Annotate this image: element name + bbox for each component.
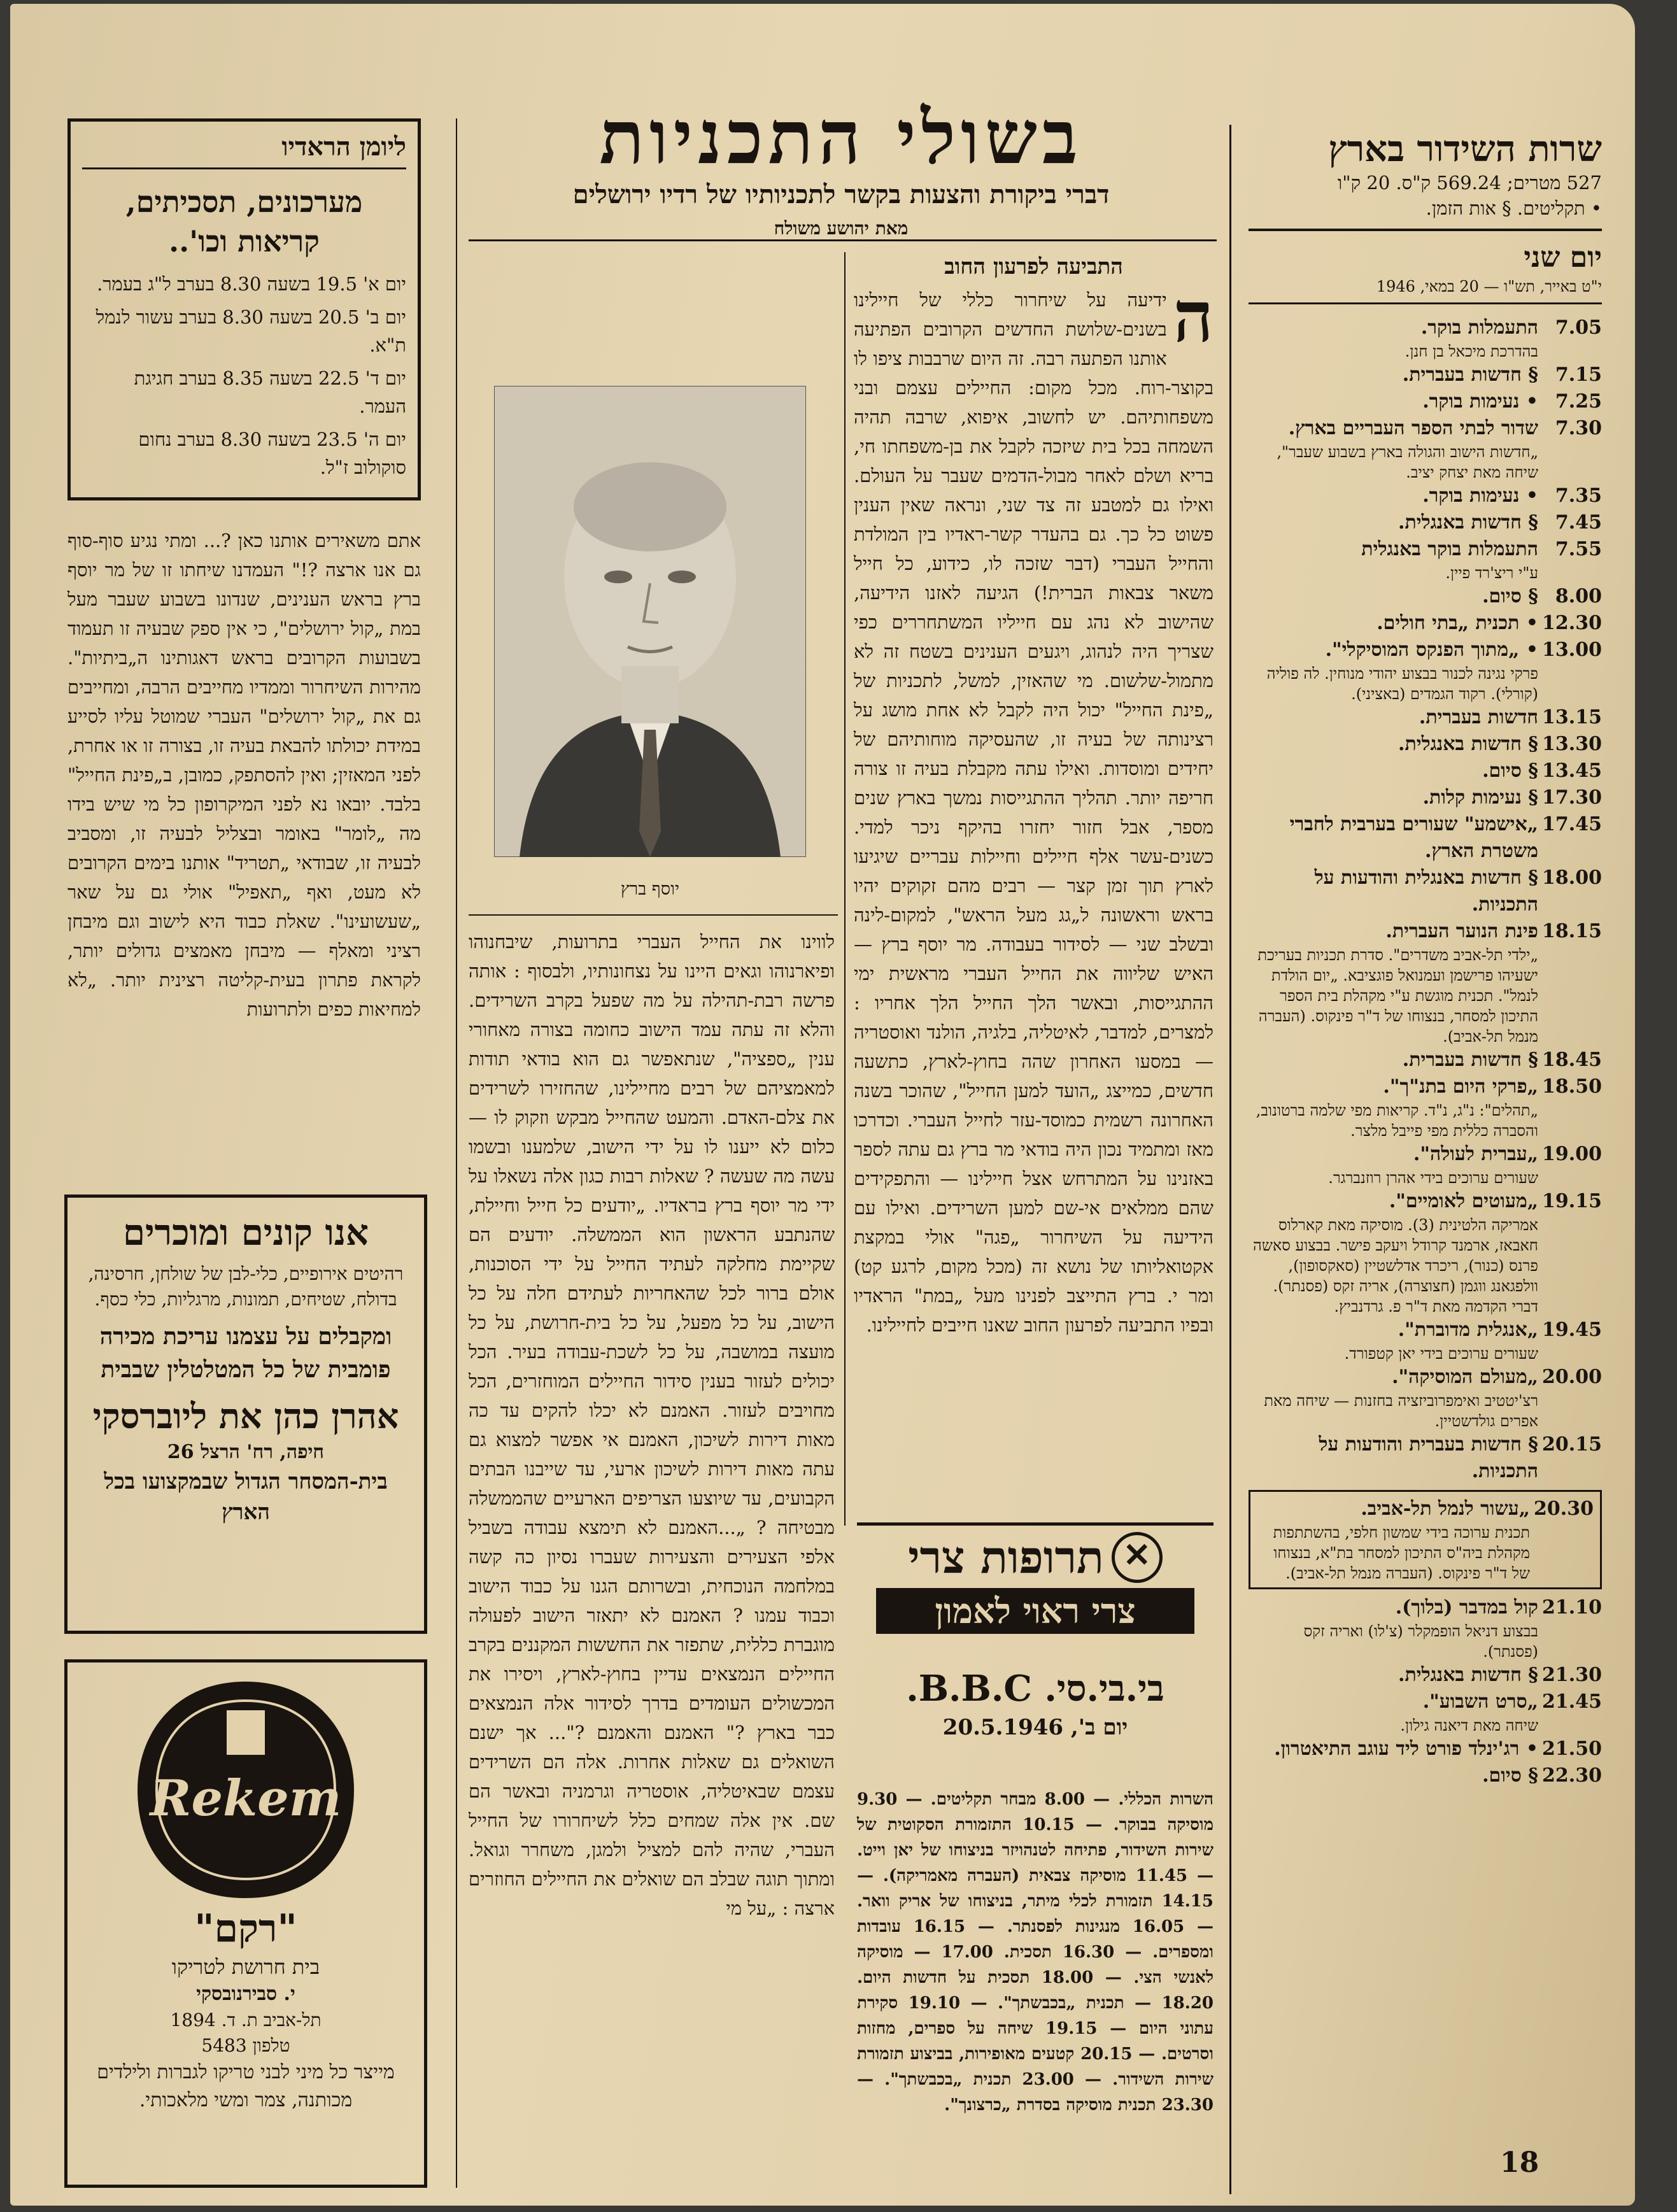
program-desc: תכנית ערוכה בידי שמשון חלפי, בהשתתפות מקהלת ביה"ס התיכון למסחר בת"א, בנצוחו של ד"ר פינקוס. (העברה מנמל תל-אביב).: [1273, 1524, 1530, 1582]
ad-buy-tag: בית-המסחר הגדול שבמקצועו בכל הארץ: [104, 1469, 388, 1525]
program-list-late: [1249, 1594, 1602, 1789]
program-time: 7.30: [1555, 417, 1602, 439]
program-time: 20.15: [1542, 1433, 1602, 1456]
program-time: 19.00: [1542, 1143, 1602, 1165]
tzri-slogan: צרי ראוי לאמון: [876, 1588, 1194, 1634]
tzri-brand: תרופות צרי: [908, 1531, 1104, 1584]
portrait-photo: [494, 386, 806, 857]
program-item: [1249, 1431, 1602, 1485]
program-title: § חדשות באנגלית.: [1398, 733, 1538, 755]
tzri-logo-icon: ✕: [1112, 1532, 1163, 1583]
program-item: [1249, 1047, 1602, 1074]
program-title: התעמלות בוקר באנגלית: [1361, 538, 1538, 560]
program-time: 17.45: [1542, 813, 1602, 835]
rekem-line6: מכותנה, צמר ומשי מלאכותי.: [139, 2089, 353, 2111]
program-desc: בבצוע דניאל הופמקלר (צ'לו) ואריה זקס (פסנתר).: [1303, 1622, 1538, 1661]
program-time: 7.15: [1555, 364, 1602, 386]
program-item: [1249, 865, 1602, 918]
program-item: [1249, 362, 1602, 388]
program-time: 21.45: [1542, 1691, 1602, 1713]
program-item: [1249, 1762, 1602, 1789]
rekem-logo-text: Rekem: [150, 1769, 342, 1827]
program-title: „אנגלית מדוברת".: [1398, 1319, 1538, 1341]
program-title: „מעוטים לאומיים".: [1389, 1190, 1538, 1212]
program-time: 8.00: [1555, 585, 1602, 607]
program-desc: ע"י ריצ'רד פיין.: [1445, 564, 1538, 582]
article-headline: בשולי התכניות: [599, 94, 1083, 181]
radio-diary-box: [67, 118, 421, 500]
program-item: [1249, 784, 1602, 811]
column-rule: [844, 252, 846, 1526]
program-title: • רג'ינלד פורט ליד עוגב התיאטרון.: [1274, 1738, 1538, 1760]
program-title: „עשור לנמל תל-אביב.: [1361, 1498, 1530, 1520]
program-time: 18.15: [1542, 920, 1602, 942]
program-item: [1249, 1689, 1602, 1736]
program-time: 7.55: [1555, 538, 1602, 560]
article-column-left: [67, 526, 421, 1026]
program-time: 13.45: [1542, 760, 1602, 782]
photo-caption: יוסף ברץ: [620, 879, 680, 899]
program-title: „מעולם המוסיקה".: [1392, 1366, 1538, 1388]
program-time: 7.25: [1555, 390, 1602, 413]
program-desc: רצ'יטטיב ואימפרוביזציה בחזנות — שיחה מאת אפרים גולדשטיין.: [1264, 1392, 1538, 1430]
program-item: [1249, 1188, 1602, 1317]
program-time: 18.50: [1542, 1075, 1602, 1098]
program-desc: „ילדי תל-אביב משדרים". סדרת תכניות בעריכת ישעיהו פרישמן ועמנואל פוגציבא. „יום הולדת לנמל". תכנית מוגשת ע"י מקהלת בית הספר התיכון למסחר, בנצוחו של ד"ר פינקוס. (העברה מנמל תל-אביב).: [1257, 946, 1538, 1046]
masthead-line2: • תקליטים. § אות הזמן.: [1426, 197, 1602, 219]
program-title: • נעימות בוקר.: [1422, 485, 1538, 507]
rekem-ad: [64, 1659, 427, 2188]
program-title: • תכנית „בתי חולים.: [1376, 612, 1538, 634]
program-item: [1249, 704, 1602, 731]
program-item: [1249, 509, 1602, 536]
program-item: [1257, 1496, 1594, 1584]
program-item: [1249, 1662, 1602, 1689]
program-list: [1249, 315, 1602, 1485]
program-title: § סיום.: [1482, 1764, 1538, 1787]
diary-headline: מערכונים, תסכיתים, קריאות וכו'..: [125, 185, 363, 259]
program-time: 19.15: [1542, 1190, 1602, 1212]
program-title: „פרקי היום בתנ"ך".: [1383, 1075, 1538, 1098]
rekem-line3: תל-אביב ת. ד. 1894: [170, 2010, 322, 2031]
program-time: 7.45: [1555, 511, 1602, 534]
program-time: 7.35: [1555, 485, 1602, 507]
boxed-program: [1249, 1490, 1602, 1589]
program-title: • „מתוך הפנקס המוסיקלי".: [1325, 639, 1538, 661]
rekem-title: "רקם": [194, 1906, 297, 1951]
program-title: § נעימות קלות.: [1422, 786, 1538, 809]
program-title: קול במדבר (בלוך).: [1395, 1596, 1538, 1619]
bbc-section: [857, 1666, 1214, 1743]
article-author: מאת יהושע משולח: [774, 218, 909, 239]
program-item: [1249, 1317, 1602, 1364]
diary-item: יום ה' 23.5 בשעה 8.30 בערב נחום סוקולוב ז"ל.: [138, 429, 406, 478]
program-time: 13.00: [1542, 639, 1602, 661]
column-rule: [456, 118, 457, 2188]
article-column-middle: [469, 927, 835, 1925]
program-title: § סיום.: [1482, 585, 1538, 607]
bbc-schedule: השרות הכללי. — 8.00 מבחר תקליטים. — 9.30 מוסיקה בבוקר. — 10.15 התזמורת הסקוטית של שירות השידור, פתיחה לטנהויזר בניצוחו של יאן וייט. — 11.45 מוסיקה צבאית (העברה מאמריקה). — 14.15 תזמורת לכלי מיתר, בניצוחו של אריק וואר. — 16.05 מנגינות לפסנתר. — 16.15 עובדות ומספרים. — 16.30 תסכית. 17.00 — מוסיקה לאנשי הצי. — 18.00 תסכית על חדשות היום. 18.20 — תכנית „בכבשתך". — 19.10 סקירת עתוני היום — 19.15 שיחה על ספרים, מחזות וסרטים. — 20.15 קטעים מאופירות, בביצוע תזמורת שירות השידור. — 23.00 תכנית „בכבשתך". — 23.30 תכנית מוסיקה בסדרת „כרצונך".: [857, 1790, 1214, 2115]
program-item: [1249, 1141, 1602, 1188]
program-desc: אמריקה הלטינית (3). מוסיקה מאת קארלוס חאבאז, ארמנד קרודל ויעקב פישר. בבצוע סאשה פרנס (כנור), ריכרד אדלשטיין (סאקסופון), וולפגאנג ווגמן (חצוצרה), אריה זקס (פסנתר). דברי הקדמה מאת ד"ר פ. גרדנביץ.: [1253, 1216, 1538, 1315]
program-time: 17.30: [1542, 786, 1602, 809]
program-time: 21.10: [1542, 1596, 1602, 1619]
article-text-left: אתם משאירים אותנו כאן ?... ומתי נגיע סוף-סוף גם אנו ארצה ?!" העמדנו שיחתו זו של מר יוסף ברץ בראש הענינים, שנדונו בשבוע שעבר מעל במת „קול ירושלים", כי אין ספק שבעיה זו תעמוד בשבועות הקרובים בראש דאגותינו ה„ביתיות". מהירות השיחרור וממדיו מחייבים הרבה, ומחייבים גם את „קול ירושלים" העברי שמוטל עליו לסייע במידת יכולתו להבאת בעיה זו, בצורה זו או אחרת, לפני המאזין; ואין להסתפק, כמובן, ב„פינת החייל" בלבד. יובאו נא לפני המיקרופון כל מי שיש בידו מה „לומר" באומר ובצליל לבעיה זו, ומסביב לבעיה זו, שבודאי „תטריד" אותנו בימים הקרובים לא מעט, ואף „תאפיל" אולי גם על שאר „שעשועינו". שאלת כבוד היא לישוב וגם מיבחן רציני ומאלף — מיבחן מאמצים גדולים יותר, לקראת פתרון בעית-קליטה רצינית יותר. „לא למחיאות כפים ולתרועות: [67, 530, 421, 1020]
header-rule: [469, 239, 1217, 241]
program-title: § חדשות בעברית.: [1402, 364, 1538, 386]
program-time: 13.15: [1542, 706, 1602, 728]
column-rule: [1229, 125, 1231, 2194]
program-title: „אישמע" שעורים בערבית לחברי משטרת הארץ.: [1289, 813, 1538, 862]
ad-buy-text: רהיטים אירופיים, כלי-לבן של שולחן, חרסינה, בדולח, שטיחים, תמונות, מרגליות, כלי כסף.: [88, 1263, 404, 1310]
program-time: 22.30: [1542, 1764, 1602, 1787]
rekem-line1: בית חרושת לטריקו: [171, 1955, 320, 1979]
article-text-right: ידיעה על שיחרור כללי של חיילינו בשנים-שלושת החדשים הקרובים הפתיעה אותנו הפתעה רבה. זה היום שרבבות ציפו לו בקוצר-רוח. מכל מקום: החיילים עצמם ובני משפחותיהם. יש לחשוב, איפוא, שרבה תהיה השמחה בכל בית שיזכה לקבל את בן-משפחתו חי, בריא ושלם לאחר מבול-הדמים שעבר על העולם. ואילו גם למטבע זה צד שני, ונראה שאין הענין פשוט כל כך. גם בהעדר קשר-ראדיו בין המולדת והחייל העברי (דבר שזכה לו, כידוע, כל חייל משאר צבאות הברית!) הגיעה לאזנו הידיעה, שהישוב לא נהג עם חייליו המשתחררים כפי שצריך היה לנהוג, ויגעים הענינים בשטח זה לא מתמול-שלשום. מי שהאזין, למשל, לתכניות של „פינת החייל" יכול היה לקבל לא אחת מושג על רצינותה של בעיה זו, שהעסיקה מוחותיהם של יחידים ומוסדות. ואילו עתה מקבלת בעיה זו צורה חריפה יותר. תהליך ההתגייסות נמשך בארץ שנים מספר, אבל חזור יחזרו בהיקף ניכר למדי. כשנים-עשר אלף חיילים וחיילות עבריים שיגיעו לארץ תוך זמן קצר — רבים מהם זקוקים יהיו בראש וראשונה ל„גג מעל הראש", למקום-לינה ובשלב שני — לסידור בעבודה. מר יוסף ברץ — האיש שליווה את החייל העברי מראשית ימי ההתגייסות, ובאשר הלך החייל הלך אחריו : למצרים, למדבר, לאיטליה, בלגיה, הולנד ואוסטריה — במסעו האחרון שהה בחוץ-לארץ, כתשעה חדשים, כמייצג „הועד למען החייל", שהוכר בשנה האחרונה רשמית כמוסד-עזר לחייל העברי. וכדרכו מאז ומתמיד נכון היה בודאי מר ברץ גם עתה לספר באזנינו על המתרחש אצל חיילינו — והתפקידים שהם ממלאים אי-שם למען השרידים. ואילו עם הידיעה על השיחרור „פגה" אולי במקצת אקטואליותו של נושא זה (מכל מקום, לרגע קט) ומר י. ברץ התייצב לפנינו מעל „במת" הראדיו ובפיו התביעה לפרעון החוב שאנו חייבים לחיילינו.: [854, 289, 1214, 1336]
rekem-line2: י. סבירנובסקי: [196, 1983, 295, 2005]
masthead-title: שרות השידור בארץ: [1328, 128, 1602, 170]
article-subheadline: דברי ביקורת והצעות בקשר לתכניותיו של רדיו ירושלים: [572, 180, 1110, 209]
program-item: [1249, 1074, 1602, 1141]
program-item: [1249, 415, 1602, 483]
article-header: [469, 94, 1214, 242]
drop-cap: ה: [1173, 276, 1214, 358]
program-time: 19.45: [1542, 1319, 1602, 1341]
program-time: 18.45: [1542, 1049, 1602, 1071]
diary-title: ליומן הראדיו: [82, 131, 406, 169]
program-item: [1249, 811, 1602, 865]
program-desc: בהדרכת מיכאל בן חנן.: [1405, 343, 1538, 360]
program-item: [1249, 1594, 1602, 1662]
ad-buy-name: אהרן כהן את ליוברסקי: [92, 1396, 399, 1436]
page-number: 18: [1500, 2146, 1539, 2179]
program-item: [1249, 315, 1602, 362]
diary-item: יום א' 19.5 בשעה 8.30 בערב ל"ג בעמר.: [97, 273, 406, 295]
program-desc: שעורים ערוכים בידי יאן קטפורד.: [1344, 1345, 1538, 1363]
article-text-middle: לווינו את החייל העברי בתרועות, שיבחנוהו ופיארנוהו וגאים היינו על נצחונותיו, ולבסוף : אותה פרשה רבת-תהילה על מה שפעל בקרב השרידים. והלא זה עתה עמד הישוב כחומה בצורה מאחורי ענין „ספציה", שנתאפשר גם הוא בודאי תודות למאמציהם של רבים מחיילינו, שהחזירו לשרידים את צלם-האדם. והמעט שהחייל מבקש וזקוק לו — כלום לא ייענו לו על ידי הישוב, שלמענו ובשמו עשה מה שעשה ? שאלות רבות כגון אלה נשאלו על ידי מר יוסף ברץ בראדיו. „יודעים כל חייל וחיילת, שהנתבע הראשון הוא הממשלה. יודעים הם שקיימת מחלקה לעתיד החייל על ידי הסוכנות, אולם ברור לכל שהאחריות לעתידם חלה על כל הישוב, על כל מפעל, על כל בית-חרושת, על כל מועצה במושבה, על כל לשכת-עבודה בעיר. הכל יכולים לעזור בענין סידור החיילים המוחזרים, הכל מחויבים לעזור. האמנם לא יכלו להקים עד כה מאות דירות לשיכון, האמנם אי אפשר למצוא גם עתה מאות דירות לשיכון ארעי, עד שייבנו הבתים הקבועים, עד שיוצעו הצריפים הארעיים שהממשלה מבטיחה ? „...האמנם לא תימצא עבודה בשביל אלפי הצעירים והצעירות שעברו נסיון כה קשה במלחמה הנוכחית, ובשרותם הגנו על כבוד הישוב וכבוד עמנו ? האמנם לא יתאזר הישוב לפעולה מוגברת כללית, שתפזר את החששות המקננים בקרב החיילים הנמצאים עדיין בחוץ-לארץ, ויסירו את המכשולים העומדים בדרך לסידור אלה הנמצאים כבר בארץ ?" האמנם והאמנם ?"... אך ישנם השואלים גם שאלות אחרות. אלה הם השרידים עצמם שבאיטליה, אוסטריה וגרמניה ובאשר הם שם. אין אלה שמחים כלל לשיחרורו של החייל העברי, שהיה להם למציל ולמגן, משחרר וגואל. ומתוך תוגה שבלב הם שואלים את החיילים החוזרים ארצה : „על מי: [469, 931, 835, 1919]
article-column-right: [854, 252, 1214, 1342]
program-item: [1249, 637, 1602, 704]
program-time: 20.00: [1542, 1366, 1602, 1388]
diary-list: [82, 270, 406, 481]
program-item: [1249, 388, 1602, 415]
program-item: [1249, 918, 1602, 1047]
program-time: 7.05: [1555, 316, 1602, 339]
program-item: [1249, 483, 1602, 509]
program-title: § חדשות בעברית.: [1402, 1049, 1538, 1071]
program-title: § חדשות באנגלית.: [1398, 511, 1538, 534]
program-item: [1249, 610, 1602, 637]
program-time: 20.30: [1534, 1498, 1594, 1520]
program-title: פינת הנוער העברית.: [1385, 920, 1538, 942]
newspaper-page: [10, 4, 1635, 2206]
program-item: [1249, 758, 1602, 784]
program-item: [1249, 1364, 1602, 1431]
bbc-title: בי.בי.סי. B.B.C.: [906, 1668, 1164, 1710]
program-desc: „תהלים": נ"ג, נ"ד. קריאות מפי שלמה ברטונוב, והסברה כללית מפי פייבל מלצר.: [1256, 1102, 1538, 1140]
diary-item: יום ב' 20.5 בשעה 8.30 בערב עשור לנמל ת"א.: [96, 306, 406, 356]
bbc-date: יום ב', 20.5.1946: [942, 1715, 1128, 1740]
program-time: 12.30: [1542, 612, 1602, 634]
program-title: „סרט השבוע".: [1422, 1691, 1538, 1713]
program-desc: „חדשות הישוב והגולה בארץ בשבוע שעבר", שיחה מאת יצחק יציב.: [1277, 443, 1538, 481]
program-title: § חדשות באנגלית.: [1398, 1664, 1538, 1686]
program-time: 13.30: [1542, 733, 1602, 755]
program-item: [1249, 1736, 1602, 1762]
rekem-line4: טלפון 5483: [201, 2035, 290, 2056]
program-time: 21.30: [1542, 1664, 1602, 1686]
program-title: § חדשות באנגלית והודעות על התכניות.: [1314, 867, 1538, 916]
program-title: § חדשות בעברית והודעות על התכניות.: [1319, 1433, 1538, 1482]
program-title: התעמלות בוקר.: [1420, 316, 1538, 339]
day-heading: יום שני: [1524, 241, 1602, 274]
ad-buy-address: חיפה, רח' הרצל 26: [167, 1441, 325, 1463]
program-time: 18.00: [1542, 867, 1602, 889]
ad-buy-title: אנו קונים ומוכרים: [123, 1212, 369, 1254]
program-item: [1249, 583, 1602, 610]
program-title: • נעימות בוקר.: [1422, 390, 1538, 413]
program-desc: פרקי נגינה לכנור בבצוע יהודי מנוחין. לה פוליה (קורלי). רקוד הגמדים (באציני).: [1266, 665, 1538, 703]
masthead-line1: 527 מטרים; 569.24 ק"ס. 20 ק"ו: [1337, 172, 1602, 194]
program-item: [1249, 536, 1602, 583]
program-desc: שעורים ערוכים בידי אהרן רוזנברגר.: [1328, 1169, 1538, 1187]
ad-buy-text2: ומקבלים על עצמנו עריכת מכירה פומבית של כל המטלטלין שבבית: [99, 1323, 392, 1383]
program-title: שדור לבתי הספר העבריים בארץ.: [1288, 417, 1538, 439]
rekem-logo: [131, 1675, 360, 1904]
program-desc: שיחה מאת דיאנה גילון.: [1400, 1717, 1538, 1734]
program-item: [1249, 731, 1602, 758]
radio-schedule-column: [1249, 128, 1602, 1789]
rekem-line5: מייצר כל מיני לבני טריקו לגברות ולילדים: [97, 2061, 395, 2083]
section-heading: התביעה לפרעון החוב: [944, 254, 1123, 280]
program-title: § סיום.: [1482, 760, 1538, 782]
program-time: 21.50: [1542, 1738, 1602, 1760]
tzri-ad: [857, 1522, 1214, 1659]
program-title: חדשות בעברית.: [1419, 706, 1538, 728]
buy-sell-ad: [64, 1195, 427, 1634]
date-line: י"ט באייר, תש"ו — 20 במאי, 1946: [1376, 278, 1602, 295]
caption-rule: [469, 914, 838, 916]
program-title: „עברית לעולה".: [1413, 1143, 1538, 1165]
diary-item: יום ד' 22.5 בשעה 8.35 בערב חגיגת העמר.: [134, 367, 406, 417]
